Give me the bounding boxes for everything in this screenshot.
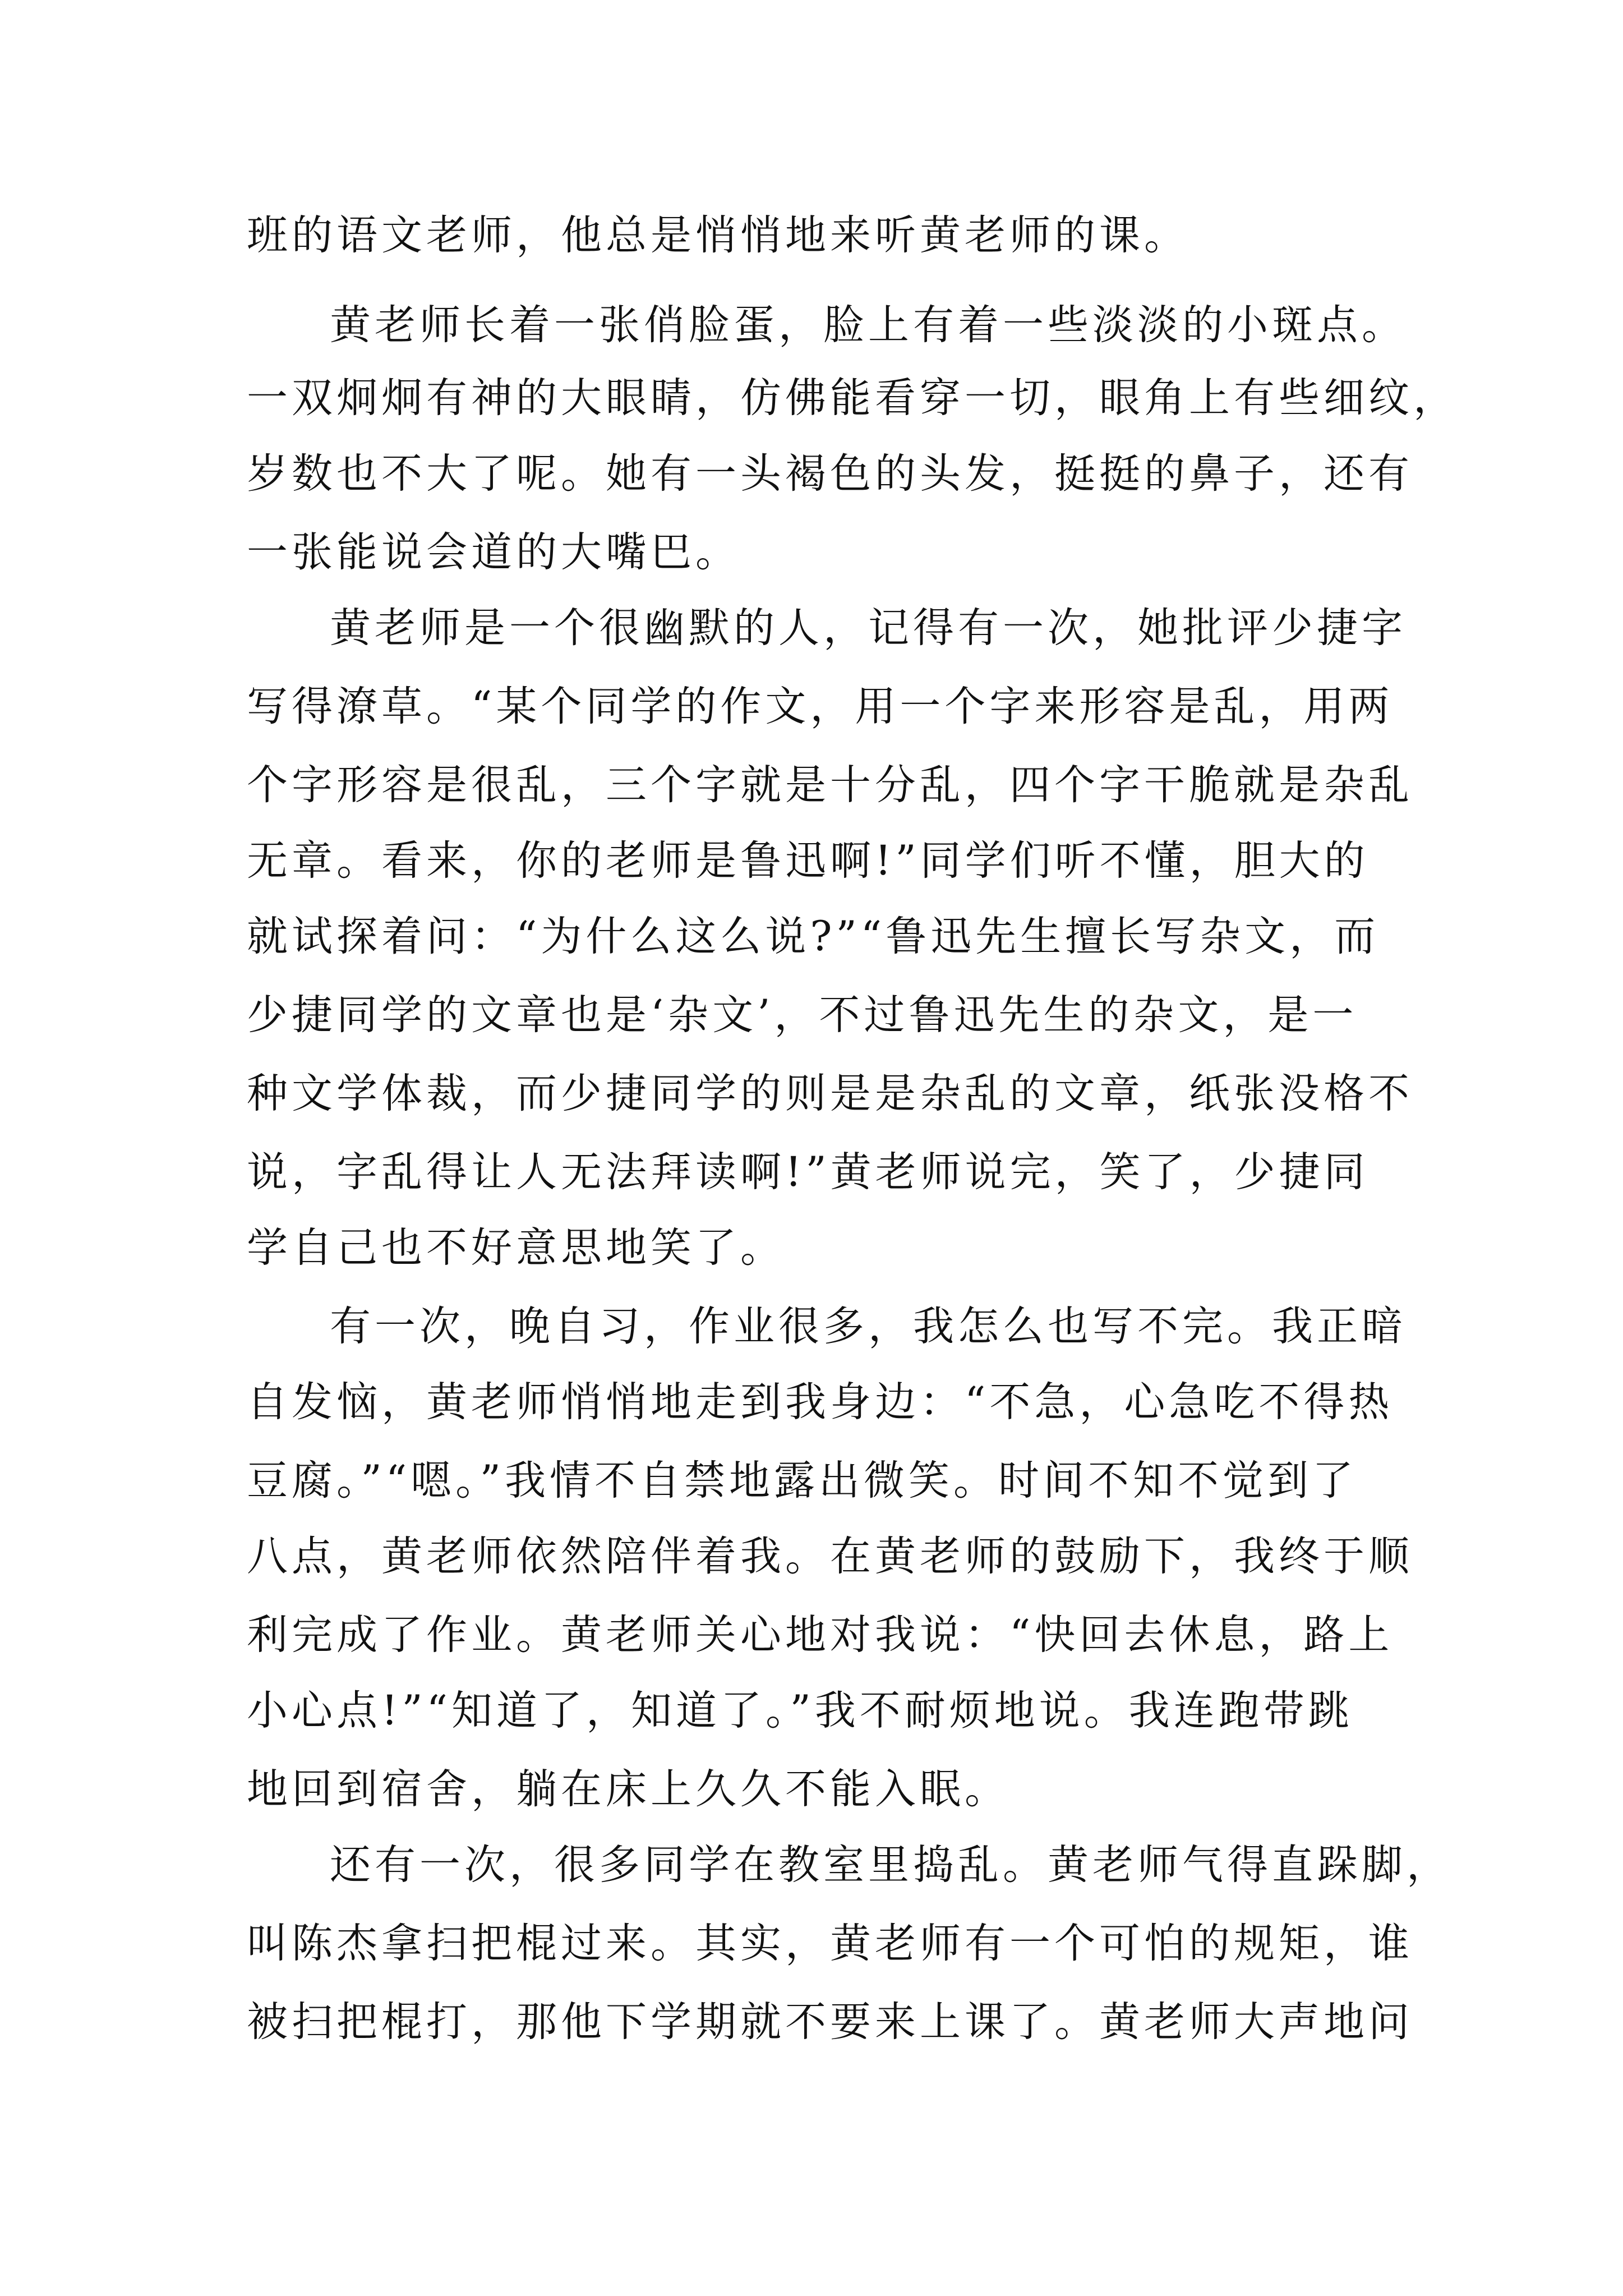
text-line: 就试探着问：“为什么这么说?”“鲁迅先生擅长写杂文，而 [247, 913, 1380, 960]
text-line: 八点，黄老师依然陪伴着我。在黄老师的鼓励下，我终于顺 [247, 1533, 1413, 1580]
text-line: 黄老师长着一张俏脸蛋，脸上有着一些淡淡的小斑点。 [330, 301, 1407, 349]
text-line: 写得潦草。“某个同学的作文，用一个字来形容是乱，用两 [247, 683, 1394, 730]
text-line: 班的语文老师，他总是悄悄地来听黄老师的课。 [247, 211, 1189, 259]
text-line: 地回到宿舍，躺在床上久久不能入眠。 [247, 1765, 1009, 1813]
text-line: 岁数也不大了呢。她有一头褐色的头发，挺挺的鼻子，还有 [247, 450, 1413, 498]
text-line: 少捷同学的文章也是‘杂文’，不过鲁迅先生的杂文，是一 [247, 991, 1358, 1039]
text-line: 自发恼，黄老师悄悄地走到我身边：“不急，心急吃不得热 [247, 1378, 1394, 1426]
text-line: 个字形容是很乱，三个字就是十分乱，四个字干脆就是杂乱 [247, 761, 1413, 809]
text-line: 有一次，晚自习，作业很多，我怎么也写不完。我正暗 [330, 1303, 1407, 1350]
text-line: 黄老师是一个很幽默的人，记得有一次，她批评少捷字 [330, 604, 1407, 652]
text-line: 学自己也不好意思地笑了。 [247, 1224, 785, 1272]
text-line: 利完成了作业。黄老师关心地对我说：“快回去休息，路上 [247, 1611, 1394, 1659]
text-line: 被扫把棍打，那他下学期就不要来上课了。黄老师大声地问 [247, 1998, 1413, 2046]
text-line: 小心点!”“知道了，知道了。”我不耐烦地说。我连跑带跳 [247, 1687, 1353, 1734]
text-line: 豆腐。”“嗯。”我情不自禁地露出微笑。时间不知不觉到了 [247, 1457, 1357, 1504]
text-line: 叫陈杰拿扫把棍过来。其实，黄老师有一个可怕的规矩，谁 [247, 1920, 1413, 1967]
text-line: 无章。看来，你的老师是鲁迅啊!”同学们听不懂，胆大的 [247, 837, 1369, 885]
text-line: 一双炯炯有神的大眼睛，仿佛能看穿一切，眼角上有些细纹， [247, 374, 1458, 422]
text-line: 说，字乱得让人无法拜读啊!”黄老师说完，笑了，少捷同 [247, 1148, 1369, 1196]
text-line: 一张能说会道的大嘴巴。 [247, 528, 740, 576]
text-line: 还有一次，很多同学在教室里捣乱。黄老师气得直跺脚， [330, 1841, 1451, 1889]
text-line: 种文学体裁，而少捷同学的则是是杂乱的文章，纸张没格不 [247, 1070, 1413, 1117]
